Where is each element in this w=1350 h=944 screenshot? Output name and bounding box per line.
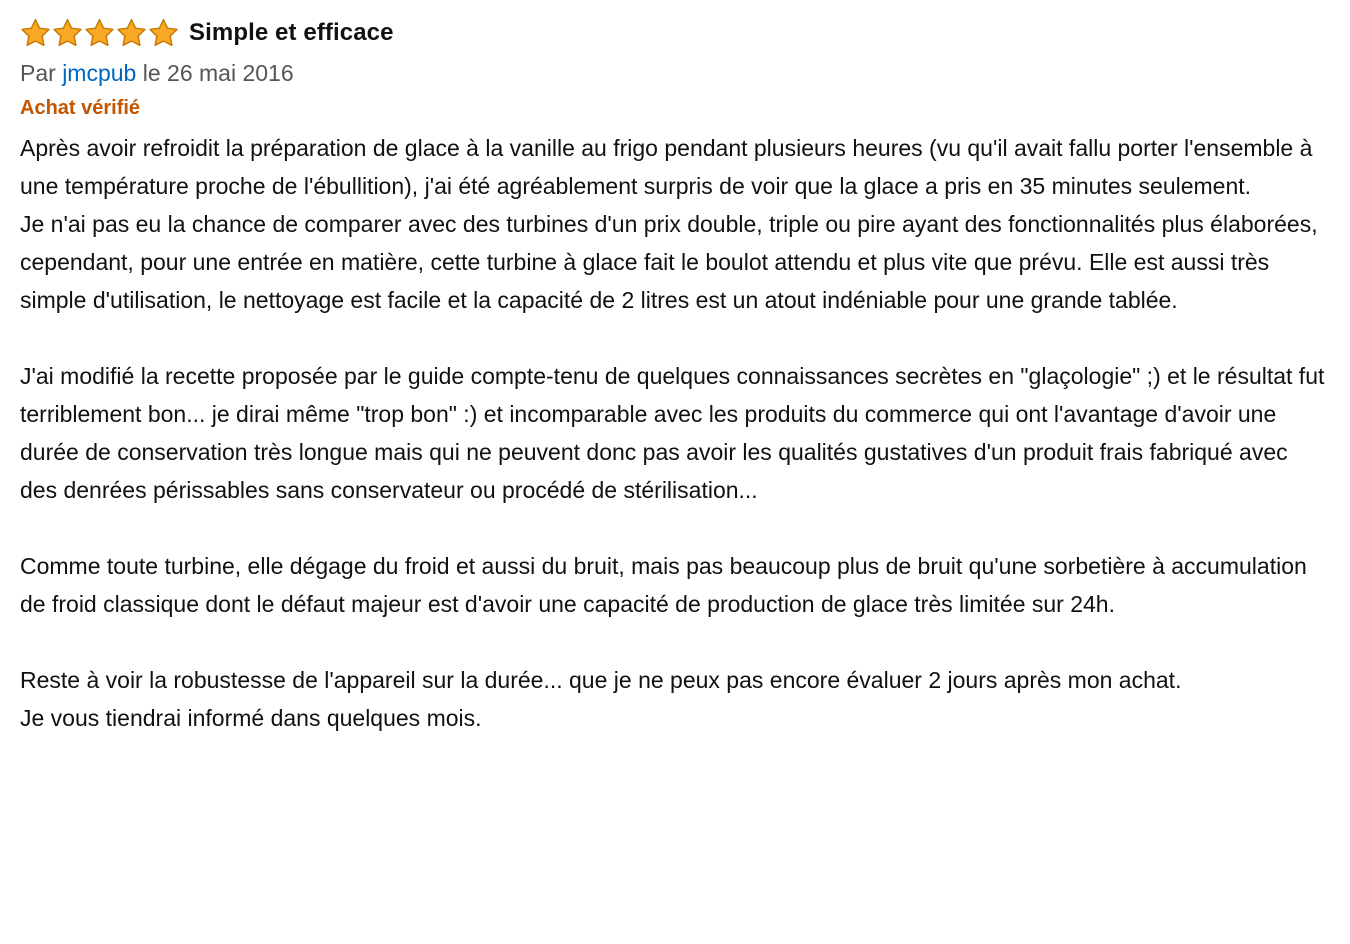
review-paragraph: Reste à voir la robustesse de l'appareil sur la durée... que je ne peux pas encore évaluer 2 jours après mon achat. bbox=[20, 667, 1182, 693]
review-body bbox=[20, 129, 1330, 737]
paragraph-spacer bbox=[20, 623, 1330, 661]
review-paragraph: Après avoir refroidit la préparation de glace à la vanille au frigo pendant plusieurs heures (vu qu'il avait fallu porter l'ensemble à une température proche de l'ébullition), j'ai été agréablement surpris de voir que la glace a pris en 35 minutes seulement. bbox=[20, 135, 1313, 199]
author-link[interactable]: jmcpub bbox=[62, 60, 137, 86]
review-date: le 26 mai 2016 bbox=[142, 60, 294, 86]
star-rating[interactable] bbox=[20, 18, 179, 48]
review-paragraph: J'ai modifié la recette proposée par le guide compte-tenu de quelques connaissances secrètes en "glaçologie" ;) et le résultat fut terriblement bon... je dirai même "trop bon" :) et incomparable avec les produits du commerce qui ont l'avantage d'avoir une durée de conservation très longue mais qui ne peuvent donc pas avoir les qualités gustatives d'un produit frais fabriqué avec des denrées périssables sans conservateur ou procédé de stérilisation... bbox=[20, 363, 1325, 503]
star-icon bbox=[20, 18, 51, 48]
review-paragraph: Comme toute turbine, elle dégage du froid et aussi du bruit, mais pas beaucoup plus de bruit qu'une sorbetière à accumulation de froid classique dont le défaut majeur est d'avoir une capacité de production de glace très limitée sur 24h. bbox=[20, 553, 1307, 617]
review-title-link[interactable]: Simple et efficace bbox=[189, 19, 394, 46]
star-icon bbox=[116, 18, 147, 48]
star-icon bbox=[52, 18, 83, 48]
paragraph-spacer bbox=[20, 319, 1330, 357]
review-paragraph: Je n'ai pas eu la chance de comparer avec des turbines d'un prix double, triple ou pire ayant des fonctionnalités plus élaborées, cependant, pour une entrée en matière, cette turbine à glace fait le boulot attendu et plus vite que prévu. Elle est aussi très simple d'utilisation, le nettoyage est facile et la capacité de 2 litres est un atout indéniable pour une grande tablée. bbox=[20, 211, 1318, 313]
verified-purchase-badge: Achat vérifié bbox=[20, 97, 141, 119]
review-paragraph: Je vous tiendrai informé dans quelques mois. bbox=[20, 705, 482, 731]
by-prefix: Par bbox=[20, 60, 56, 86]
review-header bbox=[20, 14, 1330, 52]
star-icon bbox=[84, 18, 115, 48]
star-icon bbox=[148, 18, 179, 48]
review-byline bbox=[20, 56, 1330, 90]
paragraph-spacer bbox=[20, 509, 1330, 547]
